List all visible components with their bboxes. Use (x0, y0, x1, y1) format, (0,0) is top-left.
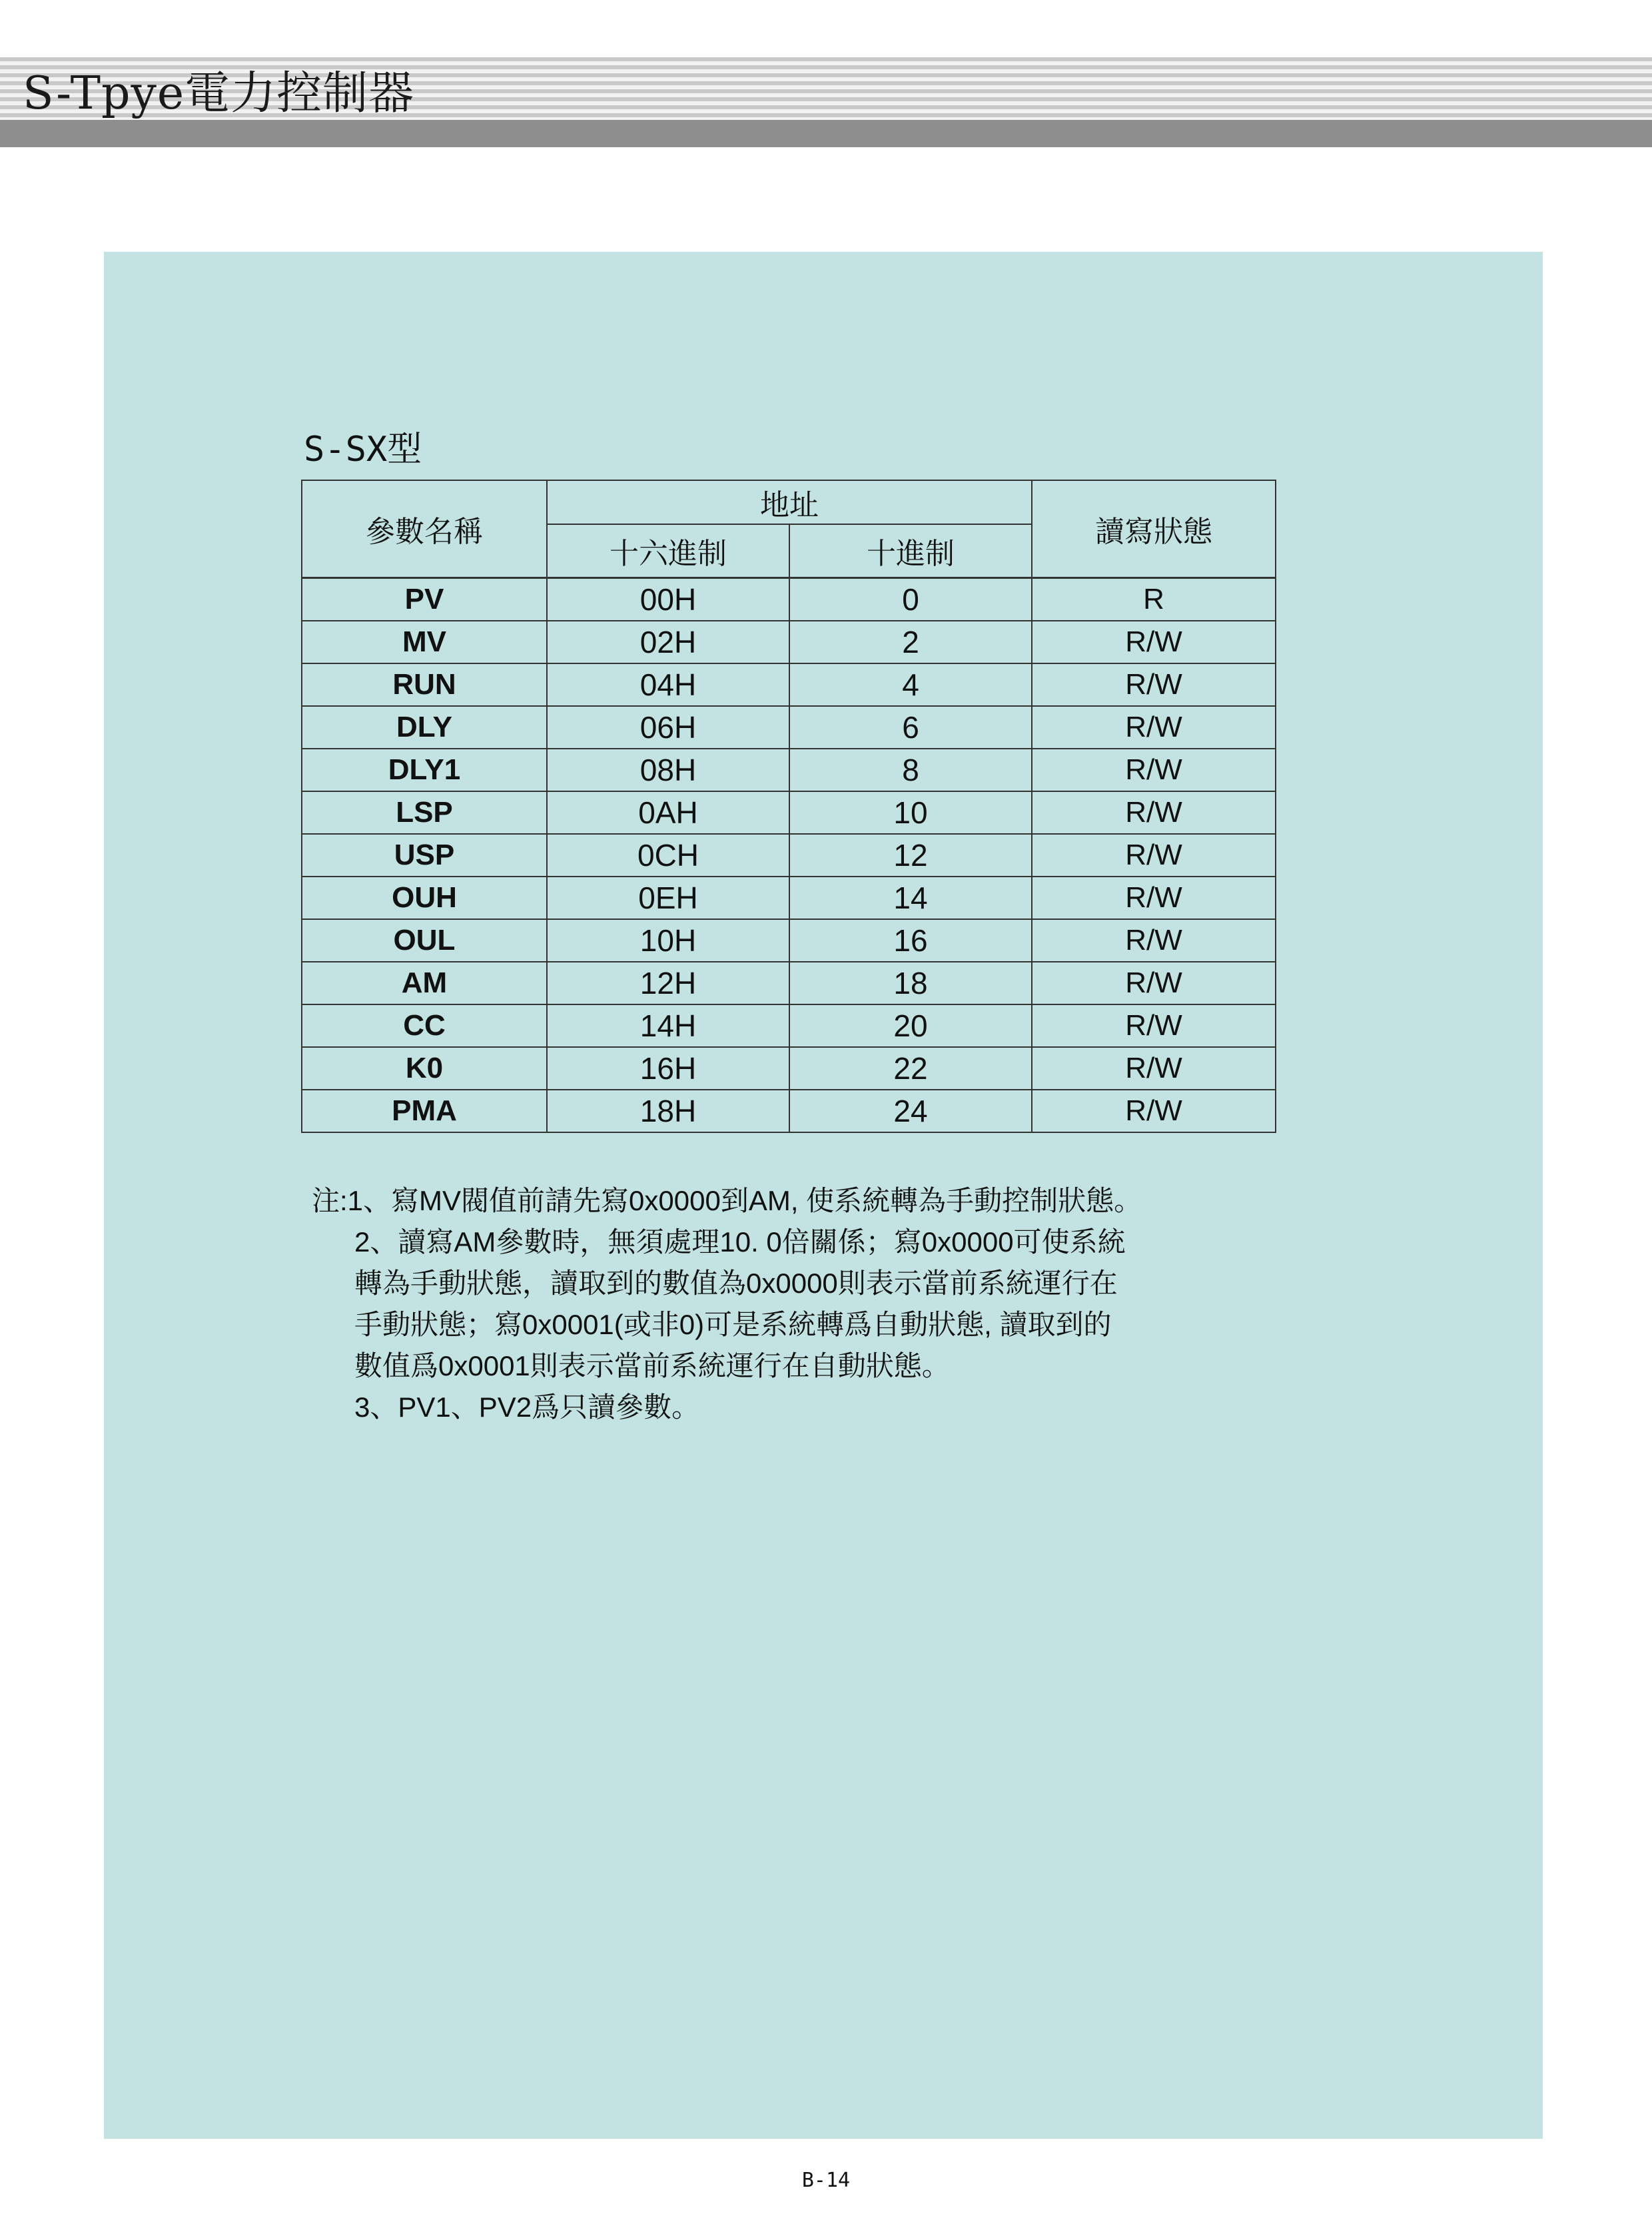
hex-address-cell: 04H (547, 663, 789, 706)
rw-state-cell: R/W (1032, 919, 1276, 962)
table-row (302, 791, 1276, 834)
header-bottom-bar (0, 120, 1652, 147)
register-table (301, 480, 1276, 1133)
decimal-address-cell: 10 (789, 791, 1032, 834)
hex-address-cell: 00H (547, 578, 789, 621)
param-name-cell: AM (302, 962, 547, 1004)
table-row (302, 919, 1276, 962)
rw-state-cell: R/W (1032, 749, 1276, 791)
table-body (302, 578, 1276, 1133)
decimal-address-cell: 20 (789, 1004, 1032, 1047)
decimal-address-cell: 14 (789, 877, 1032, 919)
param-name-cell: DLY1 (302, 749, 547, 791)
decimal-address-cell: 12 (789, 834, 1032, 877)
param-name-cell: USP (302, 834, 547, 877)
header-address: 地址 (547, 480, 1032, 524)
note-line-6: 3、PV1、PV2爲只讀參數。 (354, 1391, 700, 1423)
decimal-address-cell: 22 (789, 1047, 1032, 1090)
header-param-name: 參數名稱 (302, 480, 547, 578)
param-name-cell: OUH (302, 877, 547, 919)
hex-address-cell: 02H (547, 621, 789, 663)
rw-state-cell: R/W (1032, 621, 1276, 663)
decimal-address-cell: 18 (789, 962, 1032, 1004)
header-rw-state: 讀寫狀態 (1032, 480, 1276, 578)
param-name-cell: RUN (302, 663, 547, 706)
hex-address-cell: 10H (547, 919, 789, 962)
decimal-address-cell: 6 (789, 706, 1032, 749)
param-name-cell: CC (302, 1004, 547, 1047)
rw-state-cell: R/W (1032, 706, 1276, 749)
table-row (302, 1004, 1276, 1047)
rw-state-cell: R/W (1032, 834, 1276, 877)
table-row (302, 962, 1276, 1004)
param-name-cell: PMA (302, 1090, 547, 1132)
notes (312, 1180, 1244, 1428)
decimal-address-cell: 2 (789, 621, 1032, 663)
table-row (302, 706, 1276, 749)
hex-address-cell: 0AH (547, 791, 789, 834)
hex-address-cell: 16H (547, 1047, 789, 1090)
decimal-address-cell: 0 (789, 578, 1032, 621)
table-row (302, 749, 1276, 791)
rw-state-cell: R/W (1032, 962, 1276, 1004)
table-row (302, 1047, 1276, 1090)
table-row (302, 877, 1276, 919)
param-name-cell: PV (302, 578, 547, 621)
rw-state-cell: R/W (1032, 877, 1276, 919)
hex-address-cell: 12H (547, 962, 789, 1004)
rw-state-cell: R/W (1032, 663, 1276, 706)
hex-address-cell: 06H (547, 706, 789, 749)
rw-state-cell: R/W (1032, 1004, 1276, 1047)
table-row (302, 578, 1276, 621)
table-row (302, 834, 1276, 877)
decimal-address-cell: 24 (789, 1090, 1032, 1132)
header-hex: 十六進制 (547, 524, 789, 578)
decimal-address-cell: 8 (789, 749, 1032, 791)
decimal-address-cell: 16 (789, 919, 1032, 962)
decimal-address-cell: 4 (789, 663, 1032, 706)
rw-state-cell: R/W (1032, 1090, 1276, 1132)
header-decimal: 十進制 (789, 524, 1032, 578)
param-name-cell: MV (302, 621, 547, 663)
model-title: S-SX型 (304, 430, 422, 470)
page-number: B-14 (801, 2169, 851, 2192)
table-row (302, 621, 1276, 663)
param-name-cell: DLY (302, 706, 547, 749)
note-line-2: 2、讀寫AM參數時，無須處理10. 0倍關係；寫0x0000可使系統 (354, 1226, 1126, 1258)
table-row (302, 663, 1276, 706)
document-title: S-Tpye電力控制器 (23, 67, 415, 120)
hex-address-cell: 08H (547, 749, 789, 791)
table-row (302, 1090, 1276, 1132)
rw-state-cell: R/W (1032, 791, 1276, 834)
note-line-1: 注:1、寫MV閥值前請先寫0x0000到AM, 使系統轉為手動控制狀態。 (312, 1185, 1142, 1216)
param-name-cell: LSP (302, 791, 547, 834)
note-line-3: 轉為手動狀態，讀取到的數值為0x0000則表示當前系統運行在 (354, 1268, 1118, 1299)
hex-address-cell: 14H (547, 1004, 789, 1047)
note-line-5: 數值爲0x0001則表示當前系統運行在自動狀態。 (354, 1350, 950, 1381)
hex-address-cell: 0CH (547, 834, 789, 877)
param-name-cell: OUL (302, 919, 547, 962)
param-name-cell: K0 (302, 1047, 547, 1090)
hex-address-cell: 18H (547, 1090, 789, 1132)
rw-state-cell: R/W (1032, 1047, 1276, 1090)
rw-state-cell: R (1032, 578, 1276, 621)
note-line-4: 手動狀態；寫0x0001(或非0)可是系統轉爲自動狀態, 讀取到的 (354, 1309, 1112, 1340)
hex-address-cell: 0EH (547, 877, 789, 919)
